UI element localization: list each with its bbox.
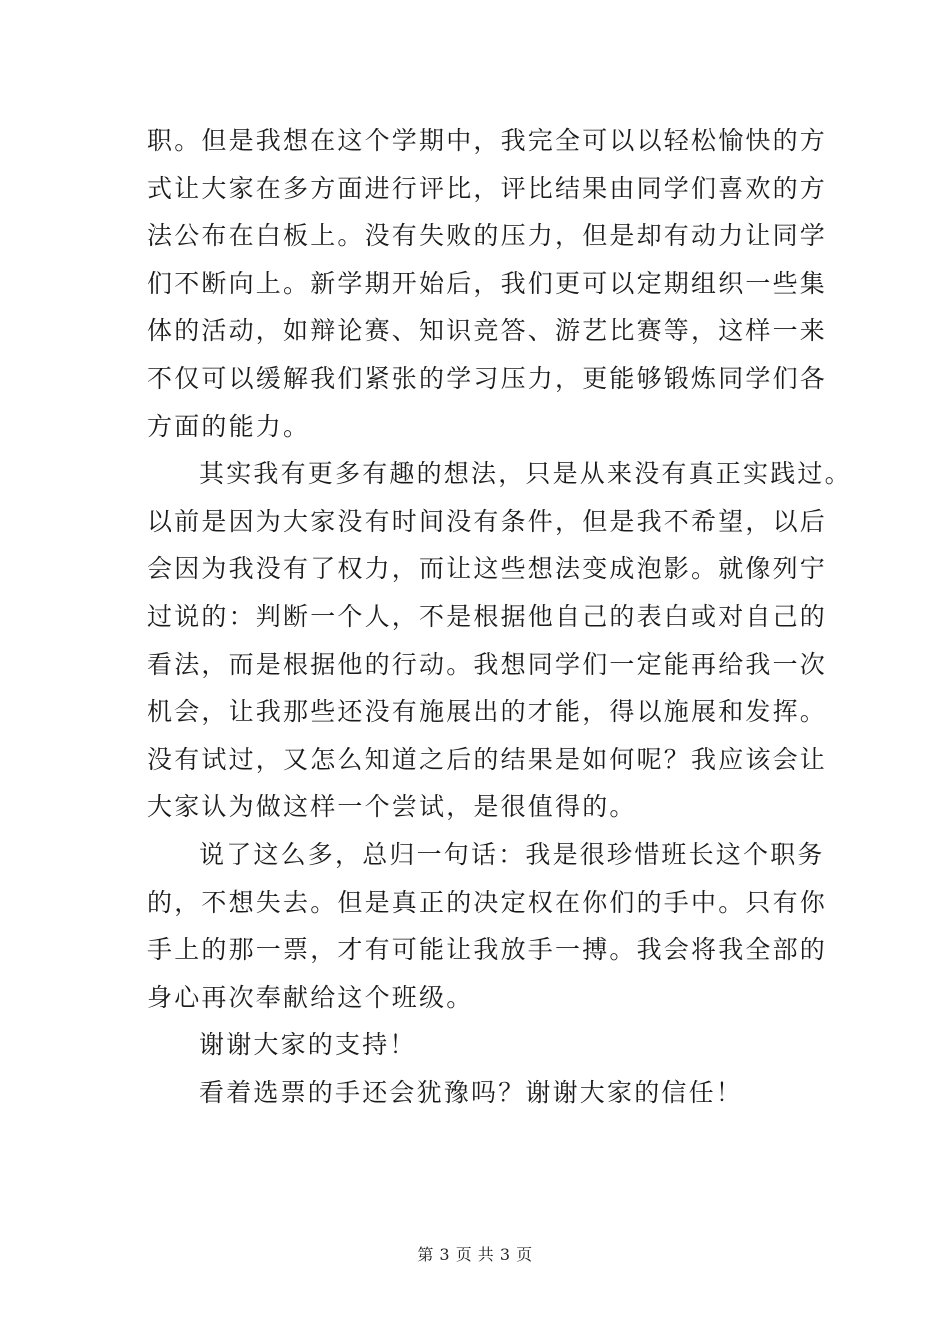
- text-line-14: 没有试过，又怎么知道之后的结果是如何呢？我应该会让: [147, 744, 828, 774]
- text-line-5: 体的活动，如辩论赛、知识竞答、游艺比赛等，这样一来: [147, 316, 828, 346]
- text-line-13: 机会，让我那些还没有施展出的才能，得以施展和发挥。: [147, 697, 828, 727]
- text-line-7: 方面的能力。: [147, 411, 311, 441]
- text-line-19: 身心再次奉献给这个班级。: [147, 982, 474, 1012]
- text-line-3: 法公布在白板上。没有失败的压力，但是却有动力让同学: [147, 221, 828, 251]
- text-line-18: 手上的那一票，才有可能让我放手一搏。我会将我全部的: [147, 935, 828, 965]
- text-line-21: 看着选票的手还会犹豫吗？谢谢大家的信任！: [199, 1077, 744, 1107]
- text-line-11: 过说的：判断一个人，不是根据他自己的表白或对自己的: [147, 601, 828, 631]
- page-footer: 第 3 页 共 3 页: [417, 1245, 533, 1264]
- text-line-8: 其实我有更多有趣的想法，只是从来没有真正实践过。: [199, 459, 852, 489]
- text-line-10: 会因为我没有了权力，而让这些想法变成泡影。就像列宁: [147, 554, 828, 584]
- text-line-20: 谢谢大家的支持！: [199, 1030, 417, 1060]
- text-line-12: 看法，而是根据他的行动。我想同学们一定能再给我一次: [147, 649, 828, 679]
- text-line-16: 说了这么多，总归一句话：我是很珍惜班长这个职务: [199, 839, 825, 869]
- text-line-6: 不仅可以缓解我们紧张的学习压力，更能够锻炼同学们各: [147, 363, 828, 393]
- text-line-9: 以前是因为大家没有时间没有条件，但是我不希望，以后: [147, 506, 828, 536]
- text-line-2: 式让大家在多方面进行评比，评比结果由同学们喜欢的方: [147, 173, 828, 203]
- text-line-15: 大家认为做这样一个尝试，是很值得的。: [147, 792, 637, 822]
- text-line-17: 的，不想失去。但是真正的决定权在你们的手中。只有你: [147, 887, 828, 917]
- document-body: [147, 117, 852, 1116]
- text-line-1: 职。但是我想在这个学期中，我完全可以以轻松愉快的方: [147, 126, 828, 155]
- text-line-4: 们不断向上。新学期开始后，我们更可以定期组织一些集: [147, 268, 828, 298]
